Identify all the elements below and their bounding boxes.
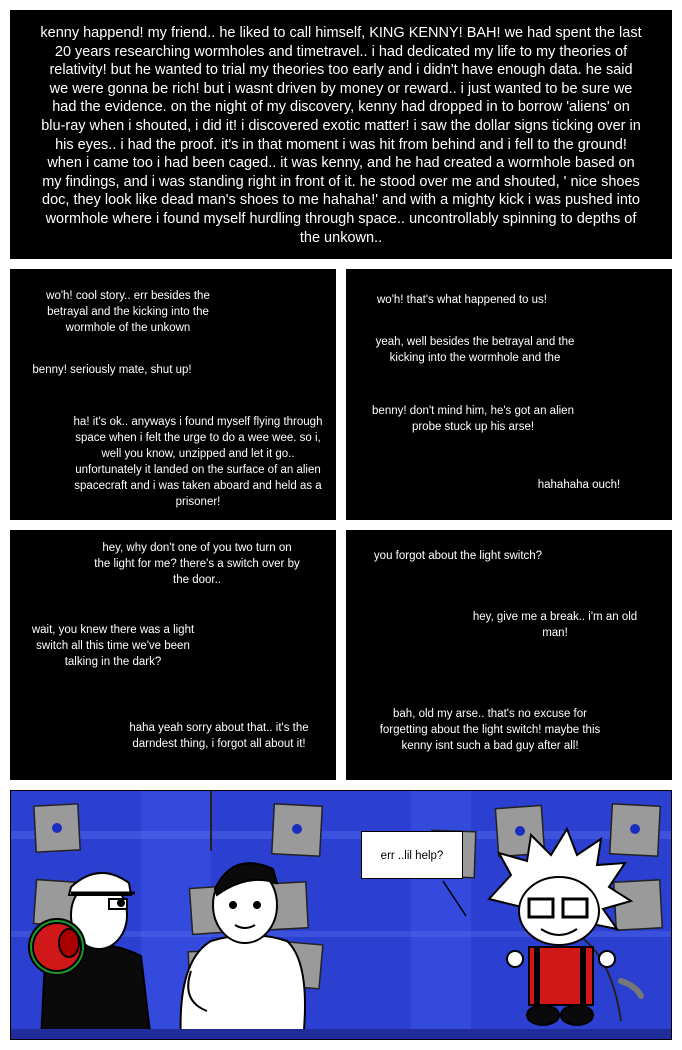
- comic-panel-narration: [10, 10, 672, 259]
- comic-panel-2: [10, 269, 336, 520]
- dialogue-line: wo'h! that's what happened to us!: [377, 294, 547, 306]
- dialogue-line: hahahaha ouch!: [537, 479, 621, 491]
- comic-panel-scene: [10, 790, 672, 1040]
- dialogue-line: hey, why don't one of you two turn on the light for me? there's a switch over by the door..: [94, 542, 300, 586]
- dialogue-line: you forgot about the light switch?: [373, 550, 543, 562]
- dialogue-line: ha! it's ok.. anyways i found myself flying through space when i felt the urge to do a wee wee. so i, well you know, unzipped and let it go.. unfortunately it landed on the surface of an alien spacecraft and i was taken aboard and held as a prisoner!: [73, 416, 323, 508]
- comic-panel-4: [10, 530, 336, 780]
- comic-panel-3: [346, 269, 672, 520]
- scene-illustration: [11, 791, 672, 1040]
- dialogue-line: benny! don't mind him, he's got an alien probe stuck up his arse!: [372, 405, 574, 433]
- dialogue-line: bah, old my arse.. that's no excuse for forgetting about the light switch! maybe this kenny isnt such a bad guy after all!: [379, 708, 601, 752]
- narration-text: kenny happend! my friend.. he liked to call himself, KING KENNY! BAH! we had spent the last 20 years researching wormholes and timetravel.. i had dedicated my life to my theories of relativity! but he wanted to trial my theories too early and i didn't have enough data. he said we were gonna be rich! but i wasnt driven by money or reward.. i just wanted to be sure we had the evidence. on the night of my discovery, kenny had dropped in to borrow 'aliens' on blu-ray when i shouted, i did it! i discovered exotic matter! i saw the dollar signs ticking over in his eyes.. i had the proof. it's in that moment i was hit from behind and i fell to the ground! when i came too i had been caged.. it was kenny, and he had created a wormhole based on my findings, and i was standing right in front of it. he stood over me and shouted, ' nice shoes doc, they look like dead man's shoes to me hahaha!' and with a mighty kick i was pushed into wormhole where i found myself hurdling through space.. uncontrollably spinning to depths of the unkown..: [40, 25, 642, 246]
- dialogue-line: wait, you knew there was a light switch all this time we've been talking in the dark?: [31, 624, 195, 668]
- comic-panel-5: [346, 530, 672, 780]
- dialogue-line: haha yeah sorry about that.. it's the darndest thing, i forgot all about it!: [129, 722, 309, 750]
- dialogue-line: wo'h! cool story.. err besides the betrayal and the kicking into the wormhole of the unkown: [46, 290, 210, 334]
- dialogue-line: yeah, well besides the betrayal and the kicking into the wormhole and the: [375, 336, 575, 364]
- dialogue-line: benny! seriously mate, shut up!: [32, 364, 192, 376]
- speech-bubble: err ..lil help?: [361, 831, 463, 879]
- red-megaphone-icon: [29, 919, 85, 975]
- dialogue-line: hey, give me a break.. i'm an old man!: [472, 611, 638, 639]
